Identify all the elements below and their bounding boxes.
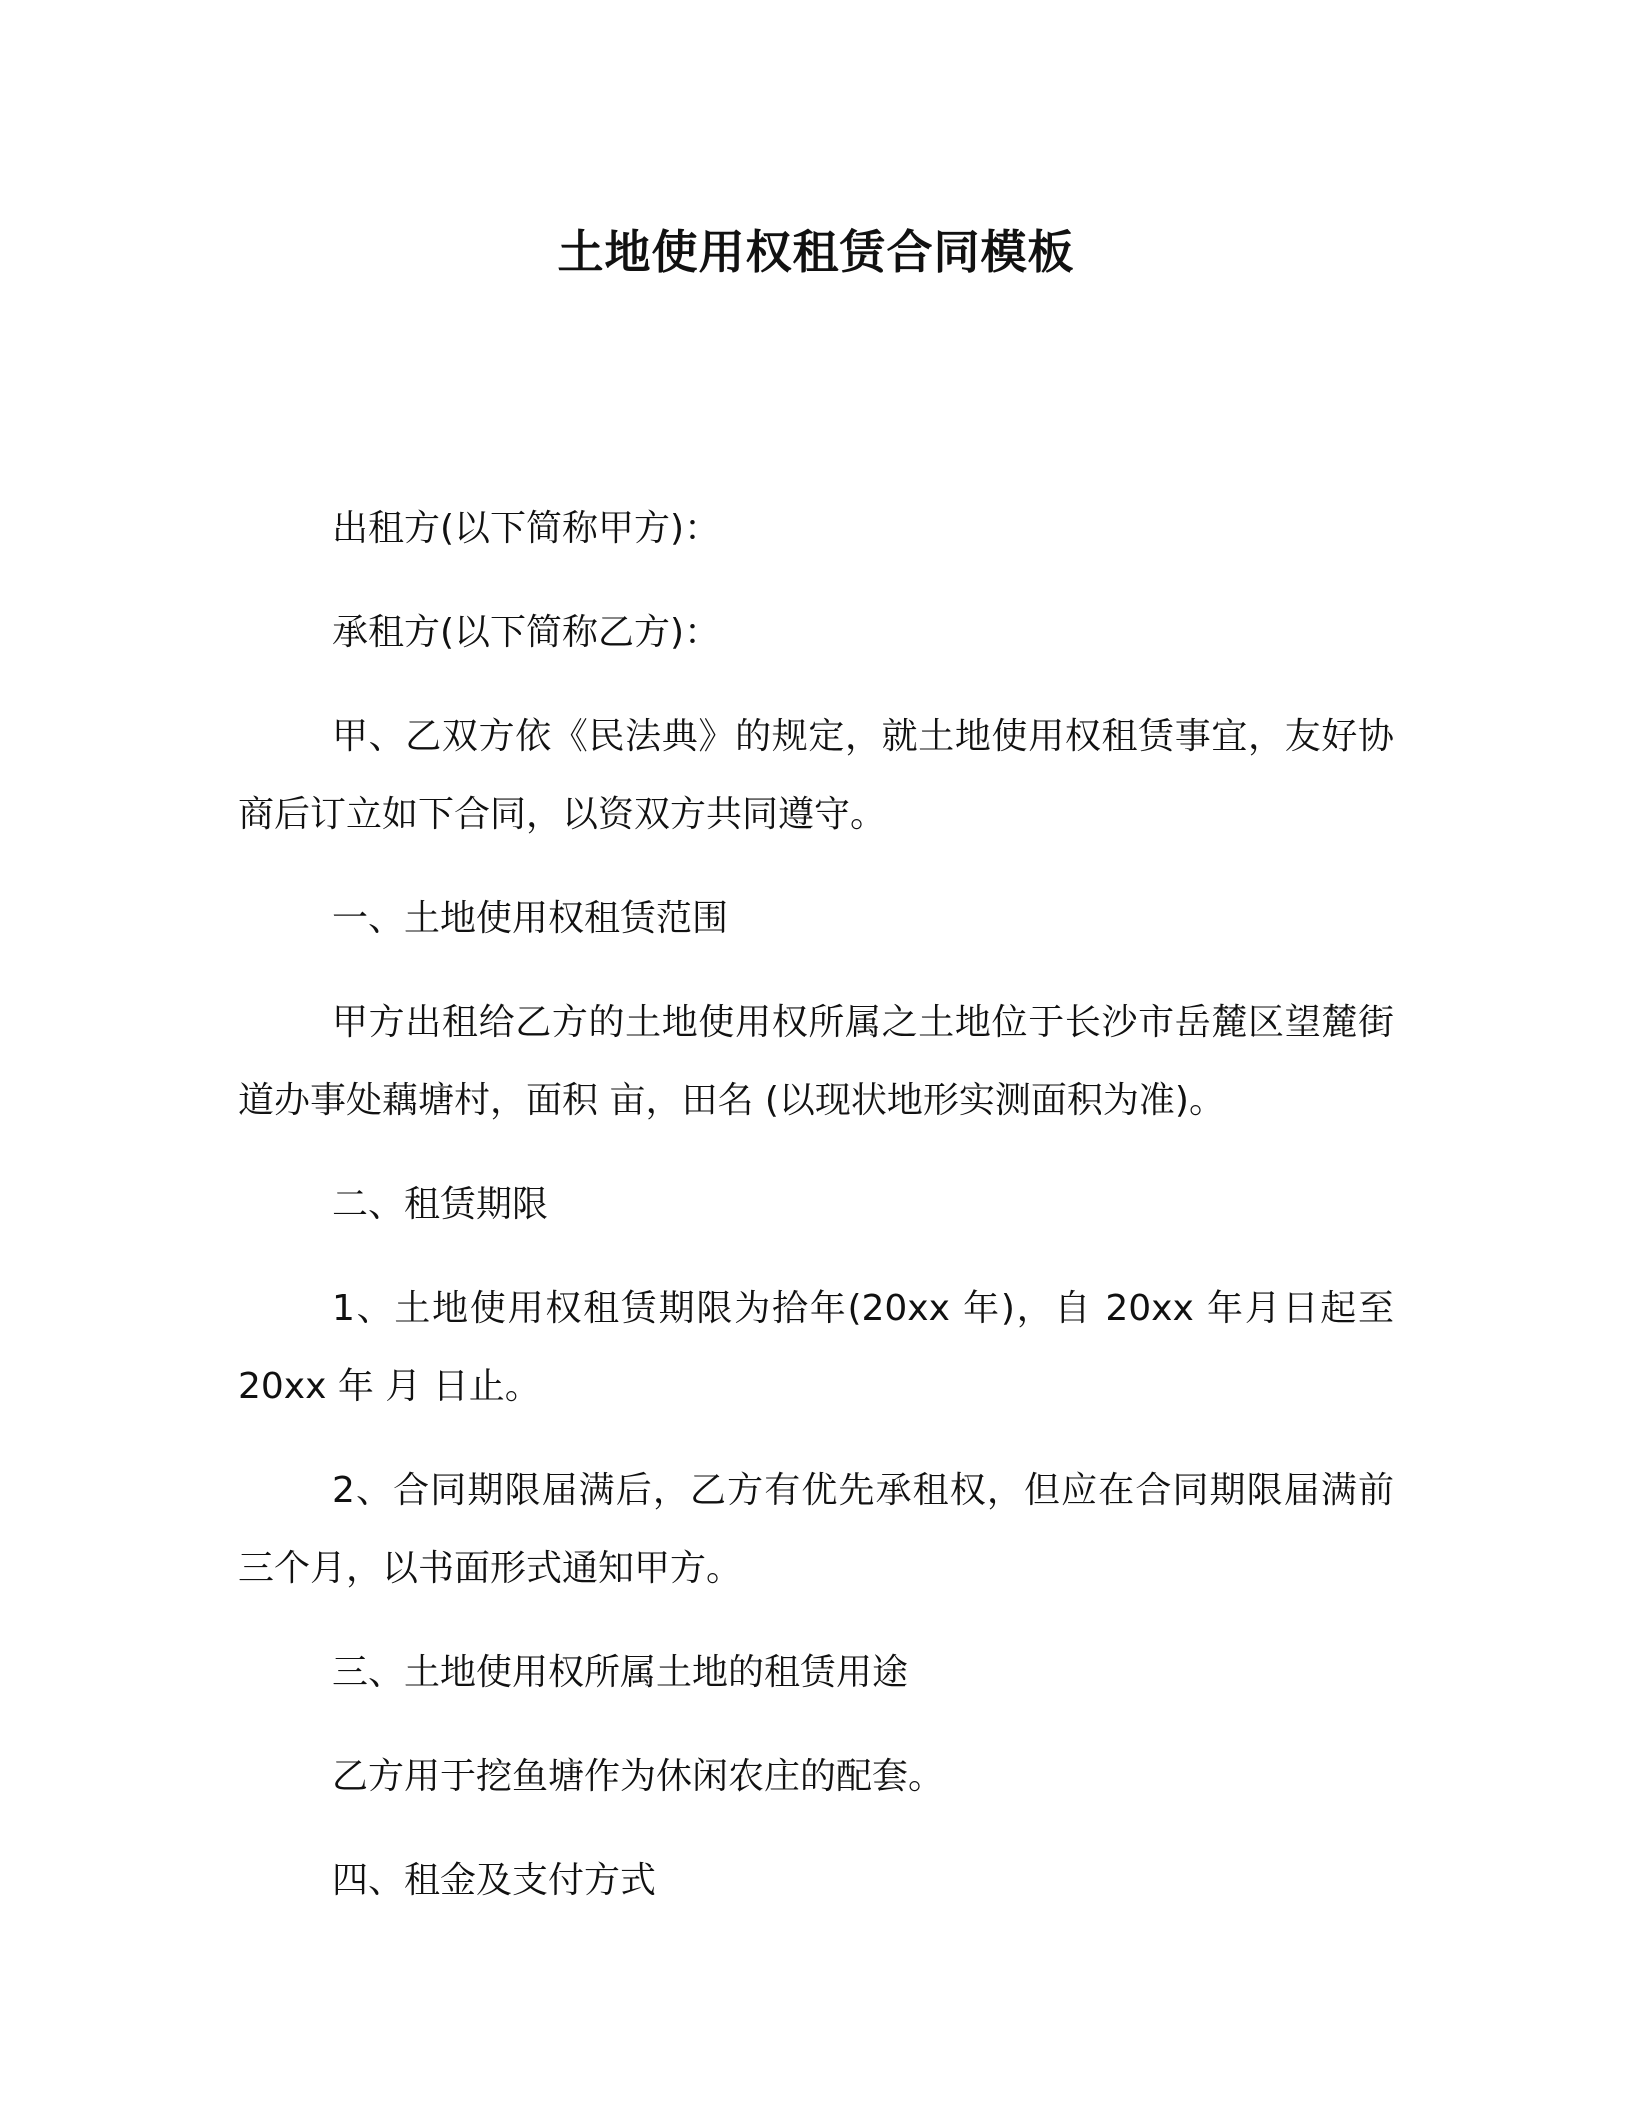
section-heading-rent: 四、租金及支付方式 — [332, 1860, 657, 1901]
section-heading-purpose: 三、土地使用权所属土地的租赁用途 — [332, 1652, 909, 1693]
document-title: 土地使用权租赁合同模板 — [557, 225, 1075, 279]
section-heading-scope: 一、土地使用权租赁范围 — [332, 898, 729, 939]
term-clause-1: 1、土地使用权租赁期限为拾年(20xx 年)，自 20xx 年月日起至 20xx 年 月 日止。 — [238, 1288, 1394, 1407]
party-b-line: 承租方(以下简称乙方)： — [332, 612, 721, 653]
party-a-line: 出租方(以下简称甲方)： — [332, 508, 721, 549]
section-heading-term: 二、租赁期限 — [332, 1184, 549, 1225]
preamble-paragraph: 甲、乙双方依《民法典》的规定，就土地使用权租赁事宜，友好协商后订立如下合同，以资双方共同遵守。 — [238, 716, 1394, 835]
scope-paragraph: 甲方出租给乙方的土地使用权所属之土地位于长沙市岳麓区望麓街道办事处藕塘村，面积 亩，田名 (以现状地形实测面积为准)。 — [238, 1002, 1394, 1121]
purpose-paragraph: 乙方用于挖鱼塘作为休闲农庄的配套。 — [332, 1756, 945, 1797]
document-body — [238, 490, 1394, 1946]
term-clause-2: 2、合同期限届满后，乙方有优先承租权，但应在合同期限届满前三个月，以书面形式通知甲方。 — [238, 1470, 1394, 1589]
